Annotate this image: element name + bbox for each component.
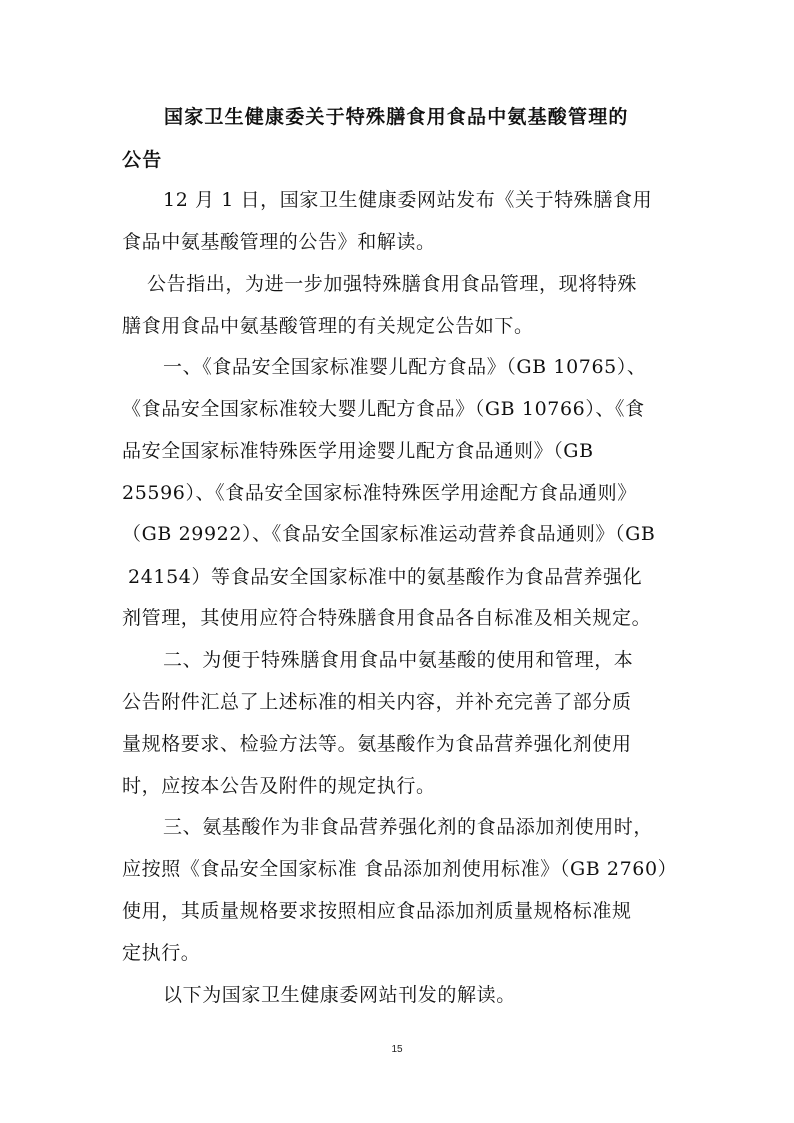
paragraph-4-line-2: 公告附件汇总了上述标准的相关内容，并补充完善了部分质 <box>122 691 632 713</box>
paragraph-5-line-2: 应按照《食品安全国家标准 食品添加剂使用标准》（GB 2760） <box>122 858 678 880</box>
paragraph-6-line-1: 以下为国家卫生健康委网站刊发的解读。 <box>163 984 516 1006</box>
paragraph-5-line-3: 使用，其质量规格要求按照相应食品添加剂质量规格标准规 <box>122 900 632 922</box>
paragraph-3-line-5: （GB 29922）、《食品安全国家标准运动营养食品通则》（GB <box>122 523 656 545</box>
paragraph-5-line-4: 定执行。 <box>122 942 201 964</box>
paragraph-4-line-4: 时，应按本公告及附件的规定执行。 <box>122 775 436 797</box>
paragraph-4-line-3: 量规格要求、检验方法等。氨基酸作为食品营养强化剂使用 <box>122 733 632 755</box>
document-title-line-1: 国家卫生健康委关于特殊膳食用食品中氨基酸管理的 <box>164 106 629 128</box>
paragraph-5-line-1: 三、氨基酸作为非食品营养强化剂的食品添加剂使用时， <box>163 816 654 838</box>
document-title-line-2: 公告 <box>122 149 163 171</box>
paragraph-1-line-1: 12 月 1 日，国家卫生健康委网站发布《关于特殊膳食用 <box>163 189 653 211</box>
paragraph-3-line-6: 24154）等食品安全国家标准中的氨基酸作为食品营养强化 <box>128 566 643 588</box>
paragraph-2-line-2: 膳食用食品中氨基酸管理的有关规定公告如下。 <box>122 315 534 337</box>
paragraph-3-line-4: 25596）、《食品安全国家标准特殊医学用途配方食品通则》 <box>122 482 637 504</box>
paragraph-2-line-1: 公告指出，为进一步加强特殊膳食用食品管理，现将特殊 <box>147 273 638 295</box>
paragraph-1-line-2: 食品中氨基酸管理的公告》和解读。 <box>122 231 436 253</box>
paragraph-3-line-7: 剂管理，其使用应符合特殊膳食用食品各自标准及相关规定。 <box>122 607 652 629</box>
paragraph-3-line-3: 品安全国家标准特殊医学用途婴儿配方食品通则》（GB <box>122 440 594 462</box>
paragraph-4-line-1: 二、为便于特殊膳食用食品中氨基酸的使用和管理，本 <box>163 649 634 671</box>
paragraph-3-line-1: 一、《食品安全国家标准婴儿配方食品》（GB 10765）、 <box>163 356 647 378</box>
page-number: 15 <box>391 1044 403 1055</box>
paragraph-3-line-2: 《食品安全国家标准较大婴儿配方食品》（GB 10766）、《食 <box>122 398 645 420</box>
